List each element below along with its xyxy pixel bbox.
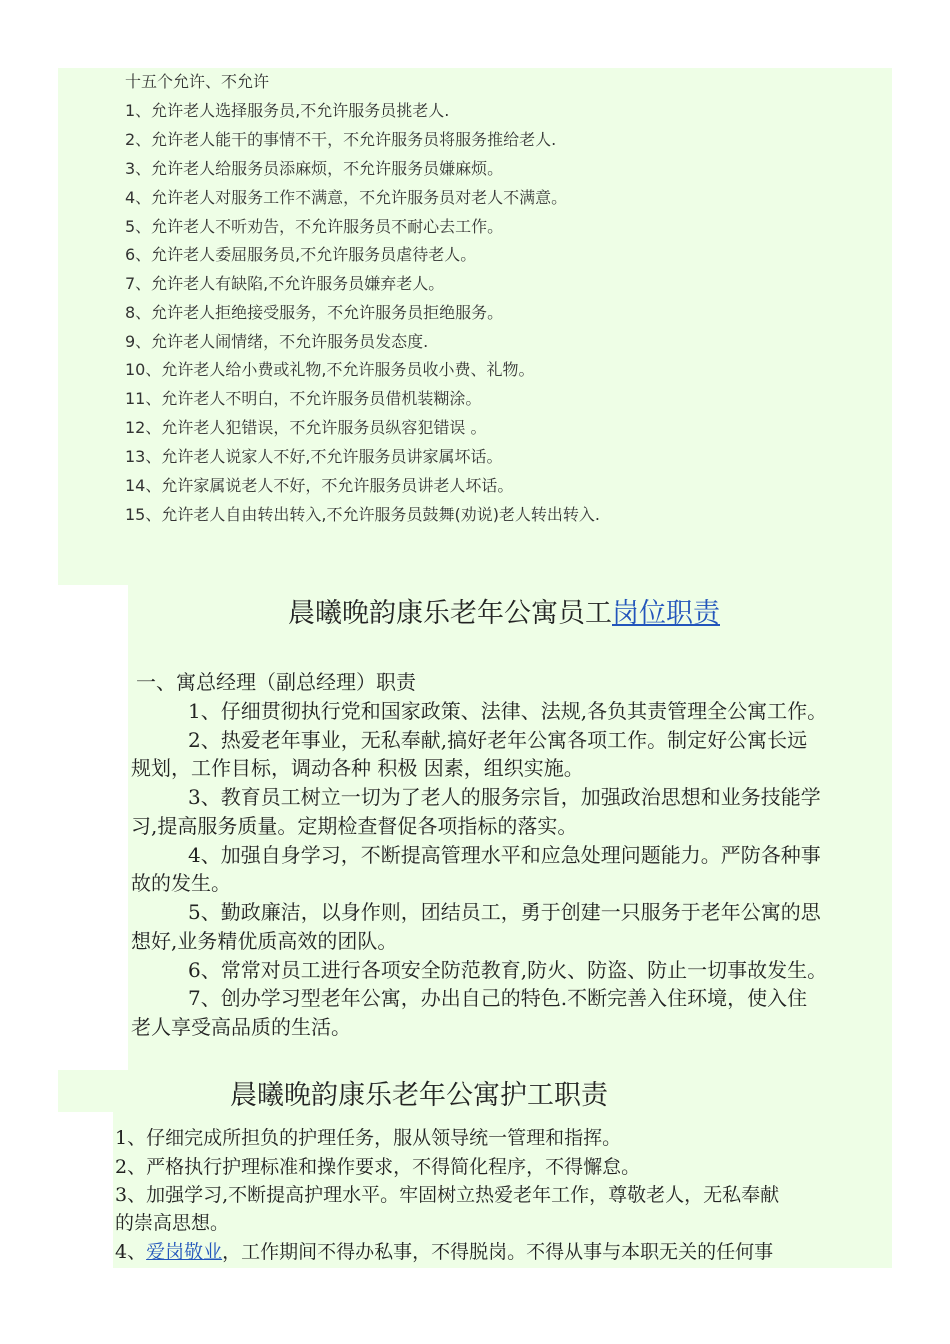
rule-item: 9、允许老人闹情绪，不允许服务员发态度. xyxy=(125,332,429,351)
rule-item: 2、允许老人能干的事情不干，不允许服务员将服务推给老人. xyxy=(125,130,557,149)
duty-line: 规划，工作目标，调动各种 积极 因素，组织实施。 xyxy=(131,756,584,780)
rule-item: 8、允许老人拒绝接受服务，不允许服务员拒绝服务。 xyxy=(125,303,504,322)
duty-line: 2、热爱老年事业，无私奉献,搞好老年公寓各项工作。制定好公寓长远 xyxy=(188,728,808,752)
care-duty-line: 1、仔细完成所担负的护理任务，服从领导统一管理和指挥。 xyxy=(115,1127,622,1149)
rule-item: 5、允许老人不听劝告，不允许服务员不耐心去工作。 xyxy=(125,217,504,236)
rule-item: 14、允许家属说老人不好，不允许服务员讲老人坏话。 xyxy=(125,476,514,495)
duty-line: 故的发生。 xyxy=(131,871,231,895)
section-2-left-strip xyxy=(58,585,128,1070)
care-duty-line-4-text: ，工作期间不得办私事，不得脱岗。不得从事与本职无关的任何事 xyxy=(222,1241,774,1263)
love-job-link[interactable]: 爱岗敬业 xyxy=(146,1241,223,1263)
rules-heading: 十五个允许、不允许 xyxy=(125,72,270,91)
duty-line: 7、创办学习型老年公寓，办出自己的特色.不断完善入住环境，使入住 xyxy=(188,986,808,1010)
rule-item: 3、允许老人给服务员添麻烦，不允许服务员嫌麻烦。 xyxy=(125,159,504,178)
rule-item: 6、允许老人委屈服务员,不允许服务员虐待老人。 xyxy=(125,245,477,264)
rule-item: 1、允许老人选择服务员,不允许服务员挑老人. xyxy=(125,101,450,120)
rule-item: 13、允许老人说家人不好,不允许服务员讲家属坏话。 xyxy=(125,447,503,466)
caregiver-duties-title: 晨曦晚韵康乐老年公寓护工职责 xyxy=(230,1080,608,1111)
rule-item: 15、允许老人自由转出转入,不允许服务员鼓舞(劝说)老人转出转入. xyxy=(125,505,601,524)
rule-item: 12、允许老人犯错误，不允许服务员纵容犯错误 。 xyxy=(125,418,487,437)
job-duties-link[interactable]: 岗位职责 xyxy=(612,598,720,629)
duty-line: 想好,业务精优质高效的团队。 xyxy=(131,929,398,953)
rule-item: 11、允许老人不明白，不允许服务员借机装糊涂。 xyxy=(125,389,482,408)
care-duty-line: 的崇高思想。 xyxy=(115,1212,230,1234)
manager-duties-subheading: 一、寓总经理（副总经理）职责 xyxy=(136,670,416,694)
duty-line: 习,提高服务质量。定期检查督促各项指标的落实。 xyxy=(131,814,578,838)
care-duty-line-4 xyxy=(115,1238,773,1266)
rule-item: 7、允许老人有缺陷,不允许服务员嫌弃老人。 xyxy=(125,274,445,293)
duty-line: 3、教育员工树立一切为了老人的服务宗旨，加强政治思想和业务技能学 xyxy=(188,785,821,809)
rule-item: 10、允许老人给小费或礼物,不允许服务员收小费、礼物。 xyxy=(125,360,535,379)
duty-line: 老人享受高品质的生活。 xyxy=(131,1015,351,1039)
duty-line: 1、仔细贯彻执行党和国家政策、法律、法规,各负其责管理全公寓工作。 xyxy=(188,699,828,723)
care-duty-line: 2、严格执行护理标准和操作要求，不得简化程序，不得懈怠。 xyxy=(115,1156,641,1178)
duty-line: 5、勤政廉洁，以身作则，团结员工，勇于创建一只服务于老年公寓的思 xyxy=(188,900,821,924)
duty-line: 4、加强自身学习，不断提高管理水平和应急处理问题能力。严防各种事 xyxy=(188,843,821,867)
duty-line: 6、常常对员工进行各项安全防范教育,防火、防盗、防止一切事故发生。 xyxy=(188,958,828,982)
rule-item: 4、允许老人对服务工作不满意，不允许服务员对老人不满意。 xyxy=(125,188,568,207)
staff-duties-title xyxy=(288,594,720,634)
care-duty-line-4-number: 4、 xyxy=(115,1241,147,1263)
care-duty-line: 3、加强学习,不断提高护理水平。牢固树立热爱老年工作，尊敬老人，无私奉献 xyxy=(115,1184,780,1206)
staff-duties-title-text: 晨曦晚韵康乐老年公寓员工 xyxy=(288,598,612,629)
